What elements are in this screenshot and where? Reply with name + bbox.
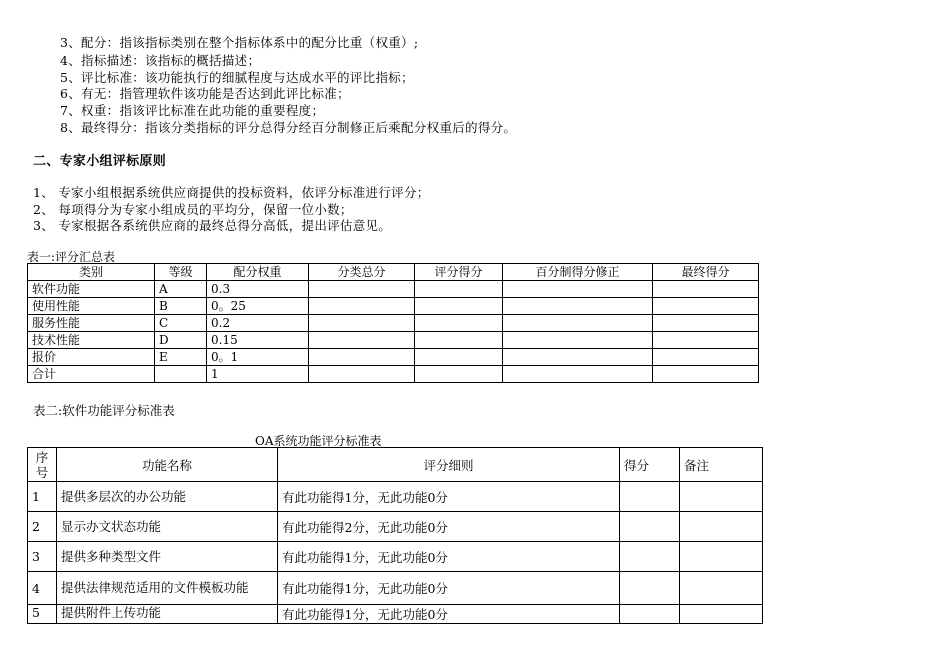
- cell-score: [620, 542, 680, 572]
- table-row: [28, 572, 763, 605]
- cell-category: 使用性能: [28, 298, 155, 315]
- cell-score: [415, 332, 503, 349]
- col-header-function-name: 功能名称: [57, 448, 278, 482]
- cell-grade: C: [155, 315, 207, 332]
- cell-grade: [155, 366, 207, 383]
- cell-subtotal: [309, 332, 415, 349]
- table-row: [28, 349, 759, 366]
- cell-percent-correction: [503, 281, 653, 298]
- cell-category: 软件功能: [28, 281, 155, 298]
- col-header-grade: 等级: [155, 264, 207, 281]
- cell-grade: A: [155, 281, 207, 298]
- definition-4: 4、指标描述：该指标的概括描述；: [60, 53, 261, 68]
- table-row: [28, 366, 759, 383]
- cell-score: [620, 572, 680, 605]
- cell-percent-correction: [503, 349, 653, 366]
- principle-item: 1、 专家小组根据系统供应商提供的投标资料，依评分标准进行评分；: [33, 185, 430, 200]
- cell-subtotal: [309, 315, 415, 332]
- table-row: [28, 482, 763, 512]
- cell-function-name: 显示办文状态功能: [57, 512, 278, 542]
- cell-weight: 0.2: [207, 315, 309, 332]
- cell-remark: [680, 542, 763, 572]
- cell-grade: E: [155, 349, 207, 366]
- table-row: [28, 298, 759, 315]
- table-row: [28, 512, 763, 542]
- cell-weight: 0.3: [207, 281, 309, 298]
- cell-final-score: [653, 315, 759, 332]
- cell-scoring-rule: 有此功能得2分，无此功能0分: [278, 512, 620, 542]
- cell-remark: [680, 605, 763, 624]
- cell-function-name: 提供法律规范适用的文件模板功能: [57, 572, 278, 605]
- cell-score: [620, 605, 680, 624]
- cell-weight: 0。25: [207, 298, 309, 315]
- definition-5: 5、评比标准：该功能执行的细腻程度与达成水平的评比指标；: [60, 70, 414, 85]
- table-row: [28, 315, 759, 332]
- table2-caption: 表二:软件功能评分标准表: [33, 403, 175, 418]
- cell-scoring-rule: 有此功能得1分，无此功能0分: [278, 482, 620, 512]
- cell-final-score: [653, 332, 759, 349]
- cell-remark: [680, 572, 763, 605]
- cell-final-score: [653, 281, 759, 298]
- cell-score: [415, 366, 503, 383]
- cell-function-name: 提供多种类型文件: [57, 542, 278, 572]
- cell-final-score: [653, 366, 759, 383]
- cell-index: 4: [28, 572, 57, 605]
- table1-caption: 表一:评分汇总表: [27, 250, 116, 264]
- cell-scoring-rule: 有此功能得1分，无此功能0分: [278, 605, 620, 624]
- cell-index: 2: [28, 512, 57, 542]
- cell-index: 1: [28, 482, 57, 512]
- cell-subtotal: [309, 349, 415, 366]
- cell-score: [415, 281, 503, 298]
- cell-scoring-rule: 有此功能得1分，无此功能0分: [278, 572, 620, 605]
- definition-8: 8、最终得分：指该分类指标的评分总得分经百分制修正后乘配分权重后的得分。: [60, 120, 517, 135]
- col-header-index: 序号: [28, 448, 57, 482]
- function-scoring-table: [27, 447, 763, 624]
- col-header-final-score: 最终得分: [653, 264, 759, 281]
- score-summary-table: [27, 263, 759, 383]
- cell-subtotal: [309, 281, 415, 298]
- col-header-subtotal: 分类总分: [309, 264, 415, 281]
- cell-percent-correction: [503, 315, 653, 332]
- cell-function-name: 提供多层次的办公功能: [57, 482, 278, 512]
- table2-title: OA系统功能评分标准表: [255, 434, 382, 448]
- cell-score: [620, 482, 680, 512]
- col-header-score: 得分: [620, 448, 680, 482]
- section-2-heading: 二、专家小组评标原则: [33, 154, 167, 169]
- definition-7: 7、权重：指该评比标准在此功能的重要程度；: [60, 103, 325, 118]
- col-header-score: 评分得分: [415, 264, 503, 281]
- cell-category: 技术性能: [28, 332, 155, 349]
- cell-final-score: [653, 298, 759, 315]
- col-header-scoring-rule: 评分细则: [278, 448, 620, 482]
- cell-remark: [680, 482, 763, 512]
- cell-function-name: 提供附件上传功能: [57, 605, 278, 624]
- cell-score: [415, 298, 503, 315]
- col-header-percent-correction: 百分制得分修正: [503, 264, 653, 281]
- cell-category: 服务性能: [28, 315, 155, 332]
- col-header-category: 类别: [28, 264, 155, 281]
- cell-percent-correction: [503, 332, 653, 349]
- cell-percent-correction: [503, 366, 653, 383]
- table-header-row: [28, 448, 763, 482]
- table-header-row: [28, 264, 759, 281]
- cell-weight: 0。1: [207, 349, 309, 366]
- cell-remark: [680, 512, 763, 542]
- cell-grade: B: [155, 298, 207, 315]
- cell-subtotal: [309, 298, 415, 315]
- table-row: [28, 605, 763, 624]
- principle-item: 3、 专家根据各系统供应商的最终总得分高低，提出评估意见。: [33, 218, 392, 233]
- col-header-weight: 配分权重: [207, 264, 309, 281]
- col-header-remark: 备注: [680, 448, 763, 482]
- principle-item: 2、 每项得分为专家小组成员的平均分，保留一位小数；: [33, 202, 353, 217]
- table-row: [28, 332, 759, 349]
- definition-3: 3、配分：指该指标类别在整个指标体系中的配分比重（权重）;: [60, 35, 419, 50]
- cell-category: 合计: [28, 366, 155, 383]
- cell-percent-correction: [503, 298, 653, 315]
- definition-6: 6、有无：指管理软件该功能是否达到此评比标准；: [60, 86, 350, 101]
- cell-score: [415, 349, 503, 366]
- cell-index: 5: [28, 605, 57, 624]
- table-row: [28, 542, 763, 572]
- cell-weight: 1: [207, 366, 309, 383]
- cell-final-score: [653, 349, 759, 366]
- cell-weight: 0.15: [207, 332, 309, 349]
- cell-scoring-rule: 有此功能得1分，无此功能0分: [278, 542, 620, 572]
- cell-category: 报价: [28, 349, 155, 366]
- cell-subtotal: [309, 366, 415, 383]
- cell-score: [620, 512, 680, 542]
- table-row: [28, 281, 759, 298]
- cell-index: 3: [28, 542, 57, 572]
- cell-grade: D: [155, 332, 207, 349]
- cell-score: [415, 315, 503, 332]
